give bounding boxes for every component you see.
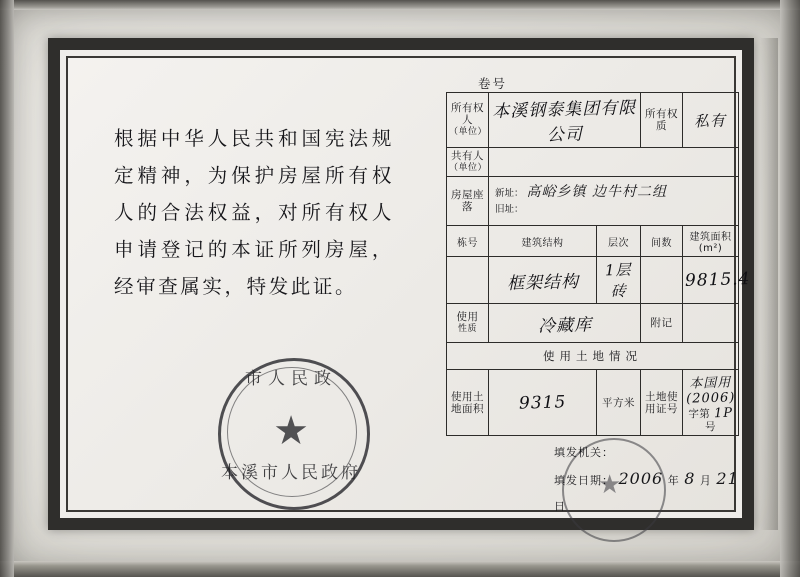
old-address-line <box>495 201 736 217</box>
owner-value-cell <box>489 93 641 148</box>
new-address-value: 高峪乡镇 边牛村二组 <box>526 184 667 200</box>
owner-sub-label: （单位） <box>449 127 488 137</box>
remark-value-cell <box>683 304 739 343</box>
seal-bottom-text: 本溪市人民政府 <box>221 463 361 483</box>
scan-edge-right <box>780 0 800 577</box>
seal-top-text: 市人民政 <box>245 369 337 389</box>
certificate-body-text: 根据中华人民共和国宪法规定精神，为保护房屋所有权人的合法权益，对所有权人申请登记的本证所列房屋，经审查属实，特发此证。 <box>114 127 394 298</box>
land-usage-title: 使用土地情况 <box>447 343 739 370</box>
land-cert-value-cell <box>683 370 739 436</box>
value-floors: 1层砖 <box>604 260 632 301</box>
header-building-no: 栋号 <box>447 226 489 257</box>
table-row-use <box>447 304 739 343</box>
value-structure: 框架结构 <box>506 271 579 294</box>
new-address-label: 新址： <box>495 188 524 199</box>
certificate-inner-border <box>66 56 751 513</box>
use-label-cell <box>447 304 489 343</box>
co-owner-label-cell <box>447 148 489 177</box>
table-row-land-data <box>447 370 739 436</box>
location-label-cell <box>447 177 489 226</box>
page-shadow-right <box>760 38 778 530</box>
use-sub-label: 性质 <box>457 324 477 334</box>
seal-star-icon: ★ <box>273 408 309 454</box>
old-address-value <box>524 200 527 216</box>
header-rooms: 间数 <box>641 226 683 257</box>
land-cert-num-label: 号 <box>705 421 716 433</box>
ownership-type-value-cell <box>683 93 739 148</box>
location-label: 房屋座落 <box>451 189 484 213</box>
land-cert-suffix-label: 字第 <box>688 408 711 420</box>
header-floors: 层次 <box>597 226 641 257</box>
scan-edge-left <box>0 0 14 577</box>
issue-date-month-unit: 月 <box>699 474 712 487</box>
issue-date-row <box>554 466 744 520</box>
table-data-row <box>447 257 739 304</box>
certificate-right-page <box>434 58 751 513</box>
land-area-value: 9315 <box>518 391 567 414</box>
issue-date-day: 21 <box>716 469 739 488</box>
cell-area <box>683 257 751 304</box>
land-area-label: 使用土地面积 <box>451 390 484 415</box>
owner-value: 本溪钢泰集团有限公司 <box>491 97 637 146</box>
government-seal <box>218 358 368 508</box>
land-cert-suffix-value: 1P <box>713 405 733 422</box>
land-cert-value: 本国用(2006) <box>685 375 736 407</box>
issuing-block <box>554 438 744 520</box>
header-area: 建筑面积(m²) <box>683 226 739 257</box>
volume-number-label: 卷号 <box>478 76 508 91</box>
new-address-line <box>495 185 736 201</box>
ownership-type-label-cell <box>641 93 683 148</box>
issue-date-label: 填发日期： <box>554 474 614 487</box>
table-row-co-owner <box>447 148 739 177</box>
co-owner-label: 共有人 <box>451 150 484 162</box>
ownership-type-label: 所有权 质 <box>645 108 678 132</box>
issuer-label: 填发机关： <box>554 446 614 459</box>
scan-edge-bottom <box>0 561 800 577</box>
co-owner-sub-label: （单位） <box>449 163 488 173</box>
land-area-label-cell <box>447 370 489 436</box>
land-area-value-cell <box>489 370 597 436</box>
table-row-land-title <box>447 343 739 370</box>
co-owner-value-cell <box>489 148 739 177</box>
owner-label-cell <box>447 93 489 148</box>
use-label: 使用 <box>456 311 479 323</box>
issue-date-year-unit: 年 <box>667 474 680 487</box>
cell-floors <box>597 257 641 304</box>
issuing-seal-star-icon: ★ <box>598 470 622 500</box>
remark-label-cell: 附记 <box>641 304 683 343</box>
issue-date-year: 2006 <box>618 469 664 488</box>
location-value-cell <box>489 177 739 226</box>
table-header-row <box>447 226 739 257</box>
land-cert-label-cell: 土地使用证号 <box>641 370 683 436</box>
certificate-left-page <box>68 58 434 510</box>
value-area: 9815.4 <box>684 269 751 291</box>
owner-label: 所有权人 <box>451 102 484 126</box>
ownership-type-value: 私有 <box>694 111 727 130</box>
issue-date-month: 8 <box>684 469 696 488</box>
scan-edge-top <box>0 0 800 10</box>
certificate-frame <box>48 38 754 530</box>
cell-building-no <box>447 257 489 304</box>
use-value: 冷藏库 <box>537 314 592 337</box>
use-value-cell <box>489 304 641 343</box>
cell-rooms <box>641 257 683 304</box>
table-row-location <box>447 177 739 226</box>
table-row-owner <box>447 93 739 148</box>
issuer-row <box>554 438 744 466</box>
issue-date-day-unit: 日 <box>554 500 566 513</box>
cell-structure <box>489 257 597 304</box>
header-structure: 建筑结构 <box>489 226 597 257</box>
land-unit-cell: 平方米 <box>597 370 641 436</box>
registration-table <box>446 92 751 436</box>
old-address-label: 旧址： <box>495 204 524 215</box>
